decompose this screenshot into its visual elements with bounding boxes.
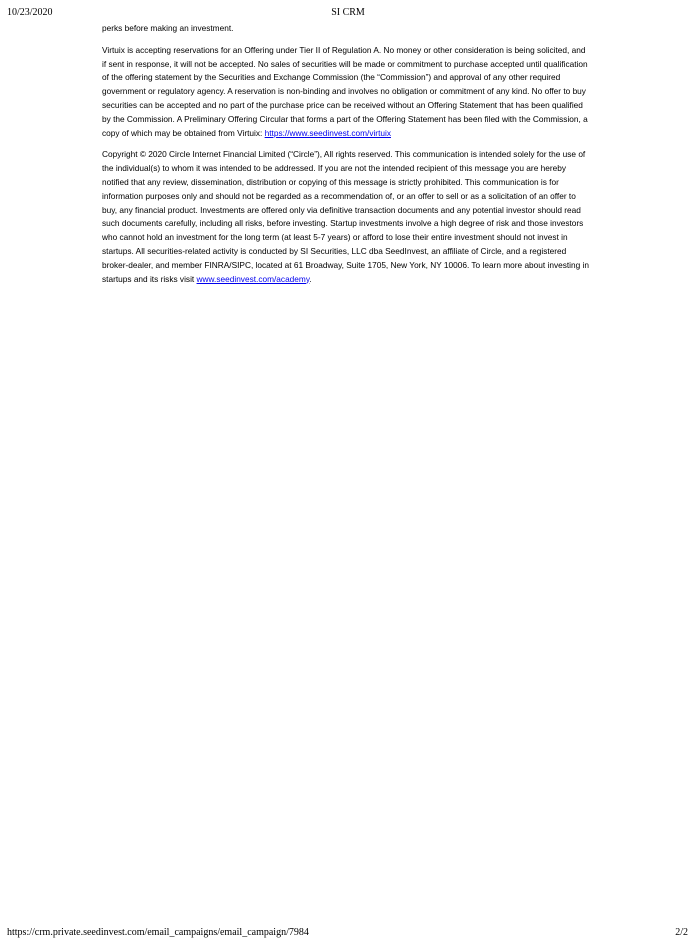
regulation-disclaimer-paragraph — [102, 44, 590, 141]
page-title: SI CRM — [331, 7, 365, 18]
copyright-disclaimer-text: Copyright © 2020 Circle Internet Financial Limited (“Circle”), All rights reserved. This communication is intended solely for the use of the individual(s) to whom it was intended to be addressed. If you are not the intended recipient of this message you are hereby notified that any review, dissemination, distribution or copying of this message is strictly prohibited. This communication is for information purposes only and should not be regarded as a recommendation of, or an offer to sell or as a solicitation of an offer to buy, any financial product. Investments are offered only via definitive transaction documents and any potential investor should read such documents carefully, including all risks, before investing. Startup investments involve a high degree of risk and those investors who cannot hold an investment for the long term (at least 5-7 years) or afford to lose their entire investment should not invest in startups. All securities-related activity is conducted by SI Securities, LLC dba SeedInvest, an affiliate of Circle, and a registered broker-dealer, and member FINRA/SIPC, located at 61 Broadway, Suite 1705, New York, NY 10006. To learn more about investing in startups and its risks visit — [102, 149, 590, 284]
regulation-disclaimer-text: Virtuix is accepting reservations for an Offering under Tier II of Regulation A. No money or other consideration is being solicited, and if sent in response, it will not be accepted. No sales of securities will be made or commitment to purchase accepted until qualification of the offering statement by the Securities and Exchange Commission (the “Commission”) and approval of any other required government or regulatory agency. A reservation is non-binding and involves no obligation or commitment of any kind. No offer to buy securities can be accepted and no part of the purchase price can be received without an Offering Statement that has been qualified by the Commission. A Preliminary Offering Circular that forms a part of the Offering Statement has been filed with the Commission, a copy of which may be obtained from Virtuix: — [102, 44, 588, 138]
copyright-disclaimer-end: . — [309, 273, 312, 284]
intro-paragraph: perks before making an investment. — [102, 23, 234, 33]
email-body — [102, 22, 590, 294]
copyright-disclaimer-paragraph — [102, 148, 590, 286]
seedinvest-academy-link[interactable]: www.seedinvest.com/academy — [196, 273, 310, 284]
virtuix-offering-link[interactable]: https://www.seedinvest.com/virtuix — [264, 127, 391, 138]
page-url: https://crm.private.seedinvest.com/email_campaigns/email_campaign/7984 — [7, 927, 309, 938]
page-number: 2/2 — [675, 927, 688, 938]
print-date: 10/23/2020 — [7, 7, 53, 18]
